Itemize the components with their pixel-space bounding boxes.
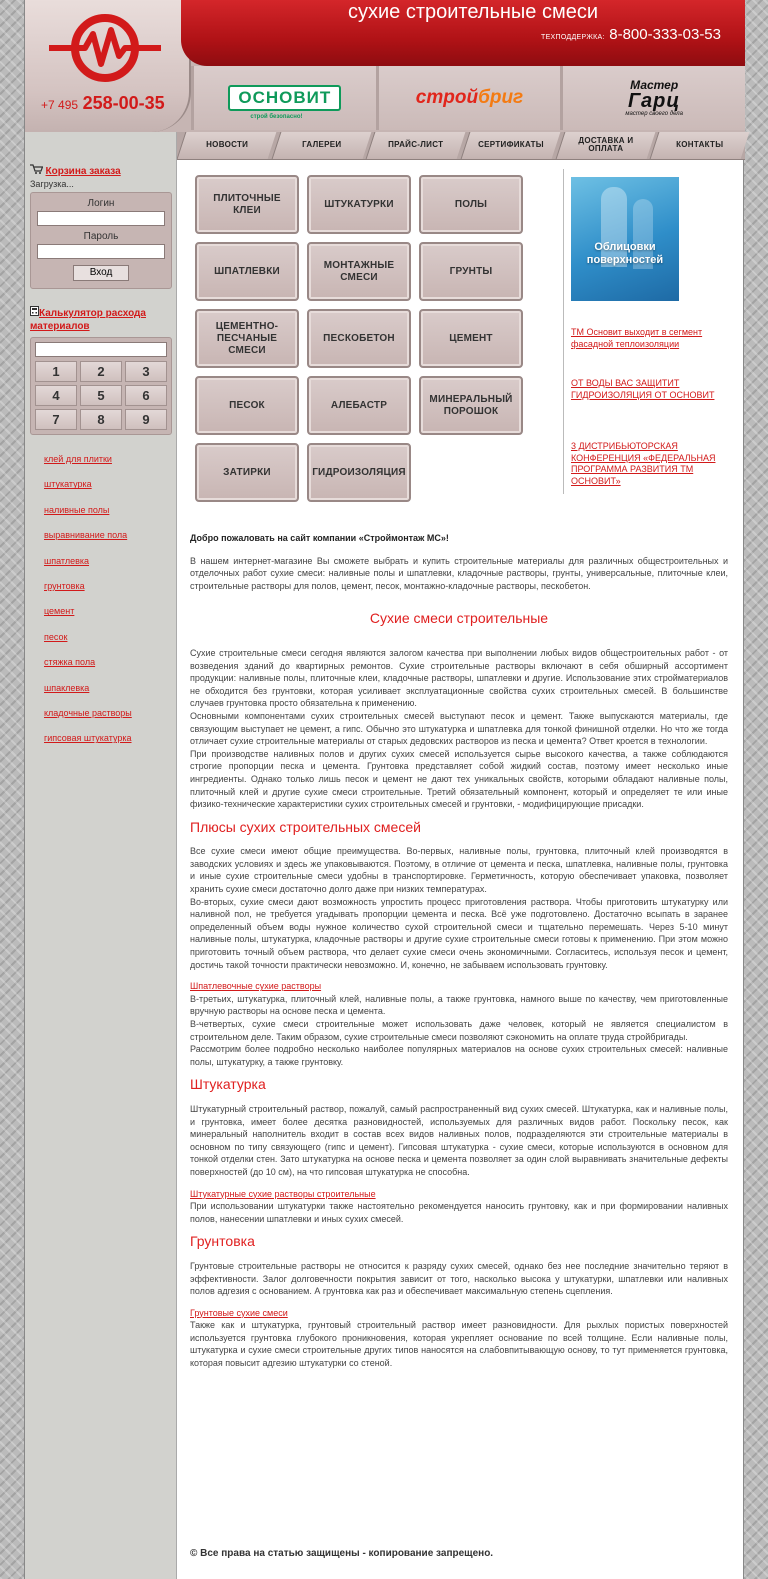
tile-alabaster[interactable]: АЛЕБАСТР — [307, 376, 411, 435]
article-link-line — [190, 980, 728, 993]
stroibrig-logo-a: строй — [415, 87, 479, 108]
list-item — [44, 706, 132, 731]
sidebar-link-self-leveling-floors[interactable]: наливные полы — [44, 504, 110, 515]
tile-waterproofing[interactable]: ГИДРОИЗОЛЯЦИЯ — [307, 443, 411, 502]
plaster-mixes-link[interactable]: Штукатурные сухие растворы строительные — [190, 1188, 376, 1199]
login-form — [30, 192, 172, 289]
master-logo-sub: мастер своего дела — [625, 111, 683, 117]
tile-putties[interactable]: ШПАТЛЕВКИ — [195, 242, 299, 301]
article-paragraph: Основными компонентами сухих строительных смесей выступают песок и цемент. Также выпускаются материалы, где связующим выступает не цемент, а гипс. Обычно это штукатурка и шпатлевка для тонкой финишной отделки. Но что же тогда отличает сухие строительные материалы от старых дедовских растворов из песка и цемента? Ответ кроется в технологии. — [190, 710, 728, 747]
nav-certificates[interactable] — [461, 132, 560, 159]
cart-link[interactable]: Корзина заказа — [45, 166, 121, 177]
section-heading-advantages: Плюсы сухих строительных смесей — [190, 818, 421, 835]
tile-tile-adhesives[interactable]: ПЛИТОЧНЫЕ КЛЕИ — [195, 175, 299, 234]
calc-key-9[interactable]: 9 — [125, 409, 167, 430]
article-paragraph: Рассмотрим более подробно несколько наиболее популярных материалов на основе сухих строительных смесей: наливные полы, штукатурку, а также грунтовку. — [190, 1044, 728, 1067]
master-garts-logo — [625, 79, 683, 117]
article-paragraph: Все сухие смеси имеют общие преимущества. Во-первых, наливные полы, грунтовка, плиточный клей производятся в заводских условиях и здесь же упаковываются. Поэтому, в отличие от цемента и песка, шпатлевка, наливные полы, грунтовка и иные сухие строительные смеси удобны в транспортировке. Герметичность, которую обеспечивает упаковка, позволяет хранить сухие смеси достаточно долго даже при низких температурах. — [190, 846, 728, 895]
list-item — [44, 579, 132, 604]
article-link-line — [190, 1188, 728, 1201]
nav-news-label: НОВОСТИ — [205, 140, 248, 150]
sidebar-link-sand[interactable]: песок — [44, 631, 68, 642]
osnovit-logo — [228, 85, 341, 120]
article-paragraph: Также как и штукатурка, грунтовый строительный раствор имеет разновидности. Для рыхлых пористых поверхностей используется грунтовка глубокого проникновения, которая укрепляет основание по всей толщине. Если наливные полы, штукатурка и сухие смеси строительные других типов наносятся на слабовпитывающую основу, то тут применяется грунтовка, которая повысит адгезию штукатурки со стеной. — [190, 1320, 728, 1369]
tile-mineral-powder[interactable]: МИНЕРАЛЬНЫЙ ПОРОШОК — [419, 376, 523, 435]
nav-price-list-label: ПРАЙС-ЛИСТ — [388, 140, 444, 150]
calculator-keypad — [31, 361, 171, 430]
support-phone: 8-800-333-03-53 — [609, 26, 721, 43]
news-link-facade[interactable]: ТМ Основит выходит в сегмент фасадной теплоизоляции — [571, 327, 703, 349]
header — [25, 0, 745, 132]
main-content — [177, 160, 745, 1579]
stroibrig-logo — [416, 87, 523, 109]
article-paragraph: При производстве наливных полов и других сухих смесей используется сырье высокого качества, а также соблюдаются строгие пропорции песка и цемента. Грунтовка представляет собой жидкий состав, поэтому имеет несколько иные ингредиенты. Однако только лишь песок и цемент не дают тех уникальных свойств, которыми обладают наливные полы, плиточный клей и другие сухие смеси строительные. Третий обязательный компонент, который и определяет те или иные физико-технические характеристики сухих строительных смесей и грунтовки, - модифицирующие присадки. — [190, 748, 728, 810]
stroibrig-logo-b: бриг — [478, 87, 524, 108]
master-logo-main: Гарц — [628, 90, 681, 112]
brand-logos — [191, 66, 745, 130]
list-item — [44, 604, 132, 629]
calc-key-1[interactable]: 1 — [35, 361, 77, 382]
login-input[interactable] — [37, 211, 165, 226]
sidebar-link-floor-screed[interactable]: стяжка пола — [44, 657, 96, 668]
support-phone-block — [541, 26, 721, 43]
list-item — [44, 630, 132, 655]
sidebar-links — [44, 452, 132, 757]
sidebar-link-cement[interactable]: цемент — [44, 606, 75, 617]
calc-key-2[interactable]: 2 — [80, 361, 122, 382]
calculator-display[interactable] — [35, 342, 167, 357]
sidebar-link-primer[interactable]: грунтовка — [44, 580, 85, 591]
nav-contacts[interactable] — [650, 132, 749, 159]
sidebar-link-putty[interactable]: шпатлевка — [44, 555, 90, 566]
nav-delivery-label: ДОСТАВКА И ОПЛАТА — [577, 136, 634, 154]
brand-master-garts[interactable] — [560, 66, 745, 130]
tile-mounting-mixes[interactable]: МОНТАЖНЫЕ СМЕСИ — [307, 242, 411, 301]
tile-floors[interactable]: ПОЛЫ — [419, 175, 523, 234]
list-item — [44, 528, 132, 553]
book-cover-title: Облицовки поверхностей — [586, 241, 664, 266]
article-paragraph: При использовании штукатурки также настоятельно рекомендуется наносить грунтовку, как и при формировании наливных полов, нанесении шпатлевки и иных сухих смесей. — [190, 1201, 728, 1224]
news-item — [571, 441, 721, 488]
calculator-link[interactable]: Калькулятор расхода материалов — [30, 308, 146, 332]
article-paragraph: Сухие строительные смеси сегодня являются залогом качества при выполнении любых видов общестроительных работ - от возведения зданий до квартирных ремонтов. Сухие строительные растворы включают в себя обширный ассортимент продукции: наливные полы, плиточные клеи, кладочные растворы, шпатлевки и другие. Использование этих стройматериалов не обходится без грунтовки, которая усиливает эксплуатационные свойства сухих строительных смесей. В большинстве случаев грунтовка просто обязательна к применению. — [190, 647, 728, 709]
password-label: Пароль — [83, 231, 119, 242]
article-paragraph: В-четвертых, сухие смеси строительные может использовать даже человек, который не является специалистом в строительном деле. Таким образом, сухие строительные смеси позволяют сэкономить на оплате труда стройбригады. — [190, 1019, 728, 1042]
article — [190, 532, 728, 1370]
company-logo-icon[interactable] — [49, 8, 161, 88]
calculator-title — [30, 306, 170, 333]
list-item — [44, 731, 132, 756]
list-item — [44, 554, 132, 579]
article-title: Сухие смеси строительные — [369, 610, 549, 627]
article-paragraph: Во-вторых, сухие смеси дают возможность упростить процесс приготовления раствора. Чтобы приготовить штукатурку или наливной пол, не требуется угадывать пропорции цемента и песка. Всё уже подготовлено. Достаточно всыпать в заранее определенный объем воды нужное количество сухой строительной смеси и тщательно перемешать. Через 5-10 минут наливные полы, штукатурка, кладочные растворы и другие сухие строительные смеси готовы к применению. При этом можно приготовить точный объем раствора, что делает сухие смеси очень экономичными. Согласитесь, используя песок и цемент, достичь такой точности практически невозможно. И, конечно, не забываем использовать грунтовку. — [190, 896, 728, 970]
article-link-line — [190, 1307, 728, 1320]
copyright: © Все права на статью защищены - копирование запрещено. — [190, 1548, 494, 1559]
nav-price-list[interactable] — [366, 132, 465, 159]
sidebar-link-plaster[interactable]: штукатурка — [44, 479, 92, 490]
article-intro: В нашем интернет-магазине Вы сможете выбрать и купить строительные материалы для различных общестроительных и отделочных работ сухие смеси: наливные полы и шпатлевки, кладочные растворы, грунты, универсальные, плиточные клеи, строительные растворы для полов, цемент, песок, монтажно-кладочные растворы, пескобетон. — [190, 555, 728, 591]
news-link-conference[interactable]: 3 ДИСТРИБЬЮТОРСКАЯ КОНФЕРЕНЦИЯ «ФЕДЕРАЛЬНАЯ ПРОГРАММА РАЗВИТИЯ ТМ ОСНОВИТ» — [571, 441, 716, 487]
category-tiles — [195, 175, 529, 502]
logo-panel — [25, 0, 191, 132]
list-item — [44, 681, 132, 706]
calculator — [30, 337, 172, 435]
calculator-icon — [30, 306, 39, 316]
tile-plasters[interactable]: ШТУКАТУРКИ — [307, 175, 411, 234]
cart — [30, 164, 121, 177]
calc-key-5[interactable]: 5 — [80, 385, 122, 406]
tile-cement-sand-mixes[interactable]: ЦЕМЕНТНО-ПЕСЧАНЫЕ СМЕСИ — [195, 309, 299, 368]
section-heading-primer: Грунтовка — [190, 1233, 255, 1250]
calc-key-8[interactable]: 8 — [80, 409, 122, 430]
main-nav — [177, 132, 745, 160]
article-paragraph: Грунтовые строительные растворы не относится к разряду сухих смесей, однако без нее последние значительно теряют в эффективности. Залог долговечности покрытия зависит от того, насколько высока у штукатурки, шпатлевки или наливных полов адгезия с основанием. А грунтовка как раз и обеспечивает максимальную степень сцепления. — [190, 1260, 728, 1297]
calc-key-7[interactable]: 7 — [35, 409, 77, 430]
cart-icon[interactable] — [30, 164, 43, 174]
news-link-waterproofing[interactable]: ОТ ВОДЫ ВАС ЗАЩИТИТ ГИДРОИЗОЛЯЦИЯ ОТ ОСНОВИТ — [571, 378, 715, 400]
master-logo-top: Мастер — [630, 78, 679, 92]
calc-key-6[interactable]: 6 — [125, 385, 167, 406]
news-column — [563, 169, 727, 494]
site-title: сухие строительные смеси — [347, 1, 599, 23]
phone-code: +7 495 — [41, 98, 79, 112]
tile-sand[interactable]: ПЕСОК — [195, 376, 299, 435]
list-item — [44, 655, 132, 680]
nav-galleries[interactable] — [271, 132, 370, 159]
support-label: ТЕХПОДДЕРЖКА: — [541, 34, 605, 41]
brand-osnovit[interactable] — [191, 66, 376, 130]
header-phone — [41, 93, 165, 114]
tile-grouts[interactable]: ЗАТИРКИ — [195, 443, 299, 502]
sidebar-link-tile-glue[interactable]: клей для плитки — [44, 454, 112, 464]
nav-delivery[interactable] — [555, 132, 654, 159]
password-input[interactable] — [37, 244, 165, 259]
title-banner — [181, 0, 745, 66]
nav-galleries-label: ГАЛЕРЕИ — [301, 140, 342, 150]
list-item — [44, 503, 132, 528]
phone-number: 258-00-35 — [82, 93, 165, 113]
tile-primers[interactable]: ГРУНТЫ — [419, 242, 523, 301]
brand-stroibrig[interactable] — [376, 66, 561, 130]
list-item — [44, 452, 132, 477]
article-paragraph: В-третьих, штукатурка, плиточный клей, наливные полы, а также грунтовка, намного выше по качеству, чем приготовленные вручную растворы на основе песка и цемента. — [190, 993, 728, 1017]
tile-cement[interactable]: ЦЕМЕНТ — [419, 309, 523, 368]
page-wrapper — [24, 0, 744, 1579]
sidebar — [25, 132, 177, 1579]
calc-key-3[interactable]: 3 — [125, 361, 167, 382]
login-label: Логин — [87, 198, 115, 209]
book-cover-image[interactable] — [571, 177, 679, 301]
login-button[interactable]: Вход — [73, 265, 129, 281]
news-item — [571, 327, 721, 350]
tile-sand-concrete[interactable]: ПЕСКОБЕТОН — [307, 309, 411, 368]
osnovit-logo-sub: строй безопасно! — [250, 114, 303, 120]
primer-mixes-link[interactable]: Грунтовые сухие смеси — [190, 1307, 288, 1318]
welcome-heading: Добро пожаловать на сайт компании «Строймонтаж МС»! — [190, 533, 449, 543]
putty-mixes-link[interactable]: Шпатлевочные сухие растворы — [190, 981, 322, 992]
sidebar-link-floor-leveling[interactable]: выравнивание пола — [44, 530, 128, 541]
section-heading-plaster: Штукатурка — [190, 1076, 266, 1093]
nav-certificates-label: СЕРТИФИКАТЫ — [477, 140, 544, 150]
nav-news[interactable] — [177, 132, 276, 159]
sidebar-link-gypsum-plaster[interactable]: гипсовая штукатурка — [44, 733, 132, 744]
calc-key-4[interactable]: 4 — [35, 385, 77, 406]
osnovit-logo-text: ОСНОВИТ — [238, 88, 332, 107]
sidebar-link-filler[interactable]: шпаклевка — [44, 682, 90, 693]
news-item — [571, 378, 721, 401]
list-item — [44, 477, 132, 502]
sidebar-link-masonry-mortars[interactable]: кладочные растворы — [44, 707, 132, 718]
article-paragraph: Штукатурный строительный раствор, пожалуй, самый распространенный вид сухих смесей. Штукатурка, как и наливные полы, и грунтовка, имеет более десятка разновидностей, используемых для различных видов работ. Поскольку песок, как минеральный наполнитель входит в состав всех видов наливных полов, подразделяются эти строительные материалы в основном по типу связующего (гипс и цемент). Гипсовая штукатурка - сухие смеси, которые используются в основном для тонкой отделки стен. Зато штукатурка на основе песка и цемента позволяет за один слой выравнивать значительные дефекты поверхностей (до 10 см), на что гипсовая штукатурка не способна. — [190, 1103, 728, 1177]
nav-contacts-label: КОНТАКТЫ — [676, 140, 724, 150]
loading-text: Загрузка... — [30, 179, 74, 189]
